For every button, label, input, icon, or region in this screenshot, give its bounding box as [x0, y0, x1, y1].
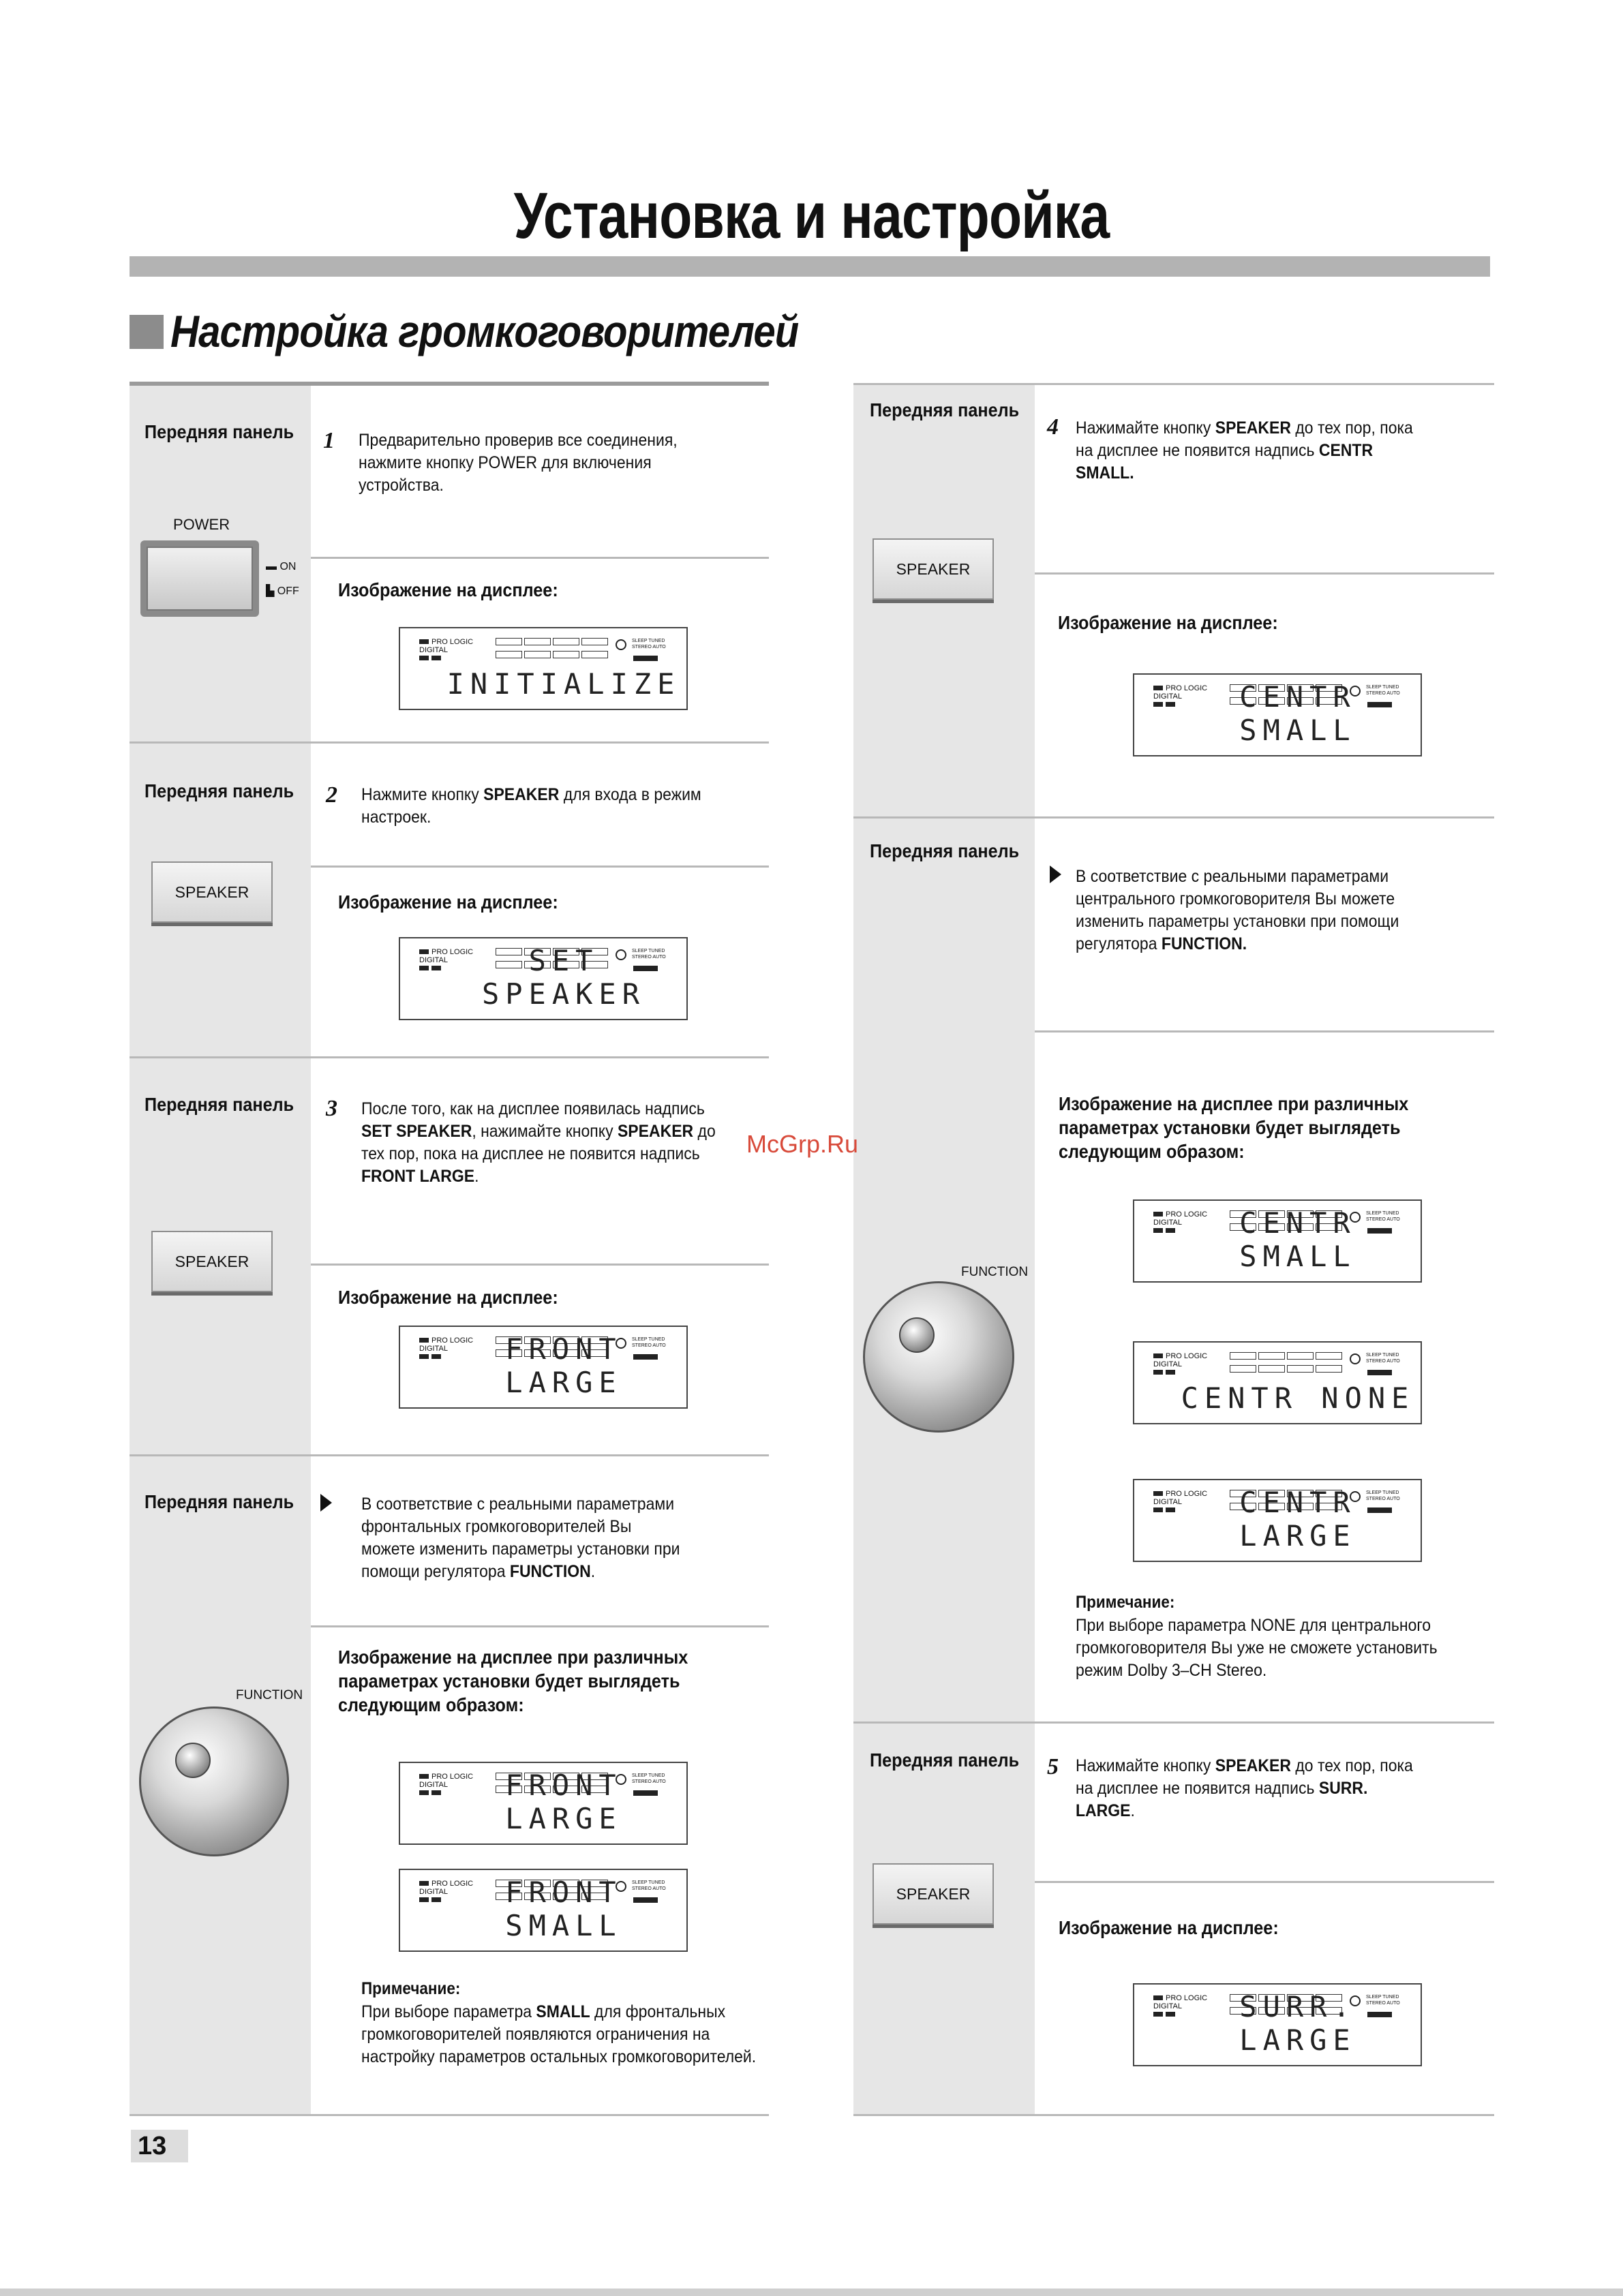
- title-underline: [130, 256, 1490, 277]
- page-number: 13: [131, 2130, 188, 2162]
- display-label: Изображение на дисплее:: [338, 579, 558, 600]
- lcd-text: INITIALIZE: [446, 667, 681, 701]
- clock-icon: [1350, 1353, 1361, 1364]
- bottom-rule: [0, 2289, 1623, 2296]
- step-number: 2: [326, 782, 337, 808]
- right-panel-column: [853, 384, 1035, 2114]
- step-text: Нажимайте кнопку SPEAKER до тех пор, пока на дисплее не появится надпись SURR. LARGE.: [1076, 1756, 1413, 1820]
- note-text: При выборе параметра NONE для центрального громкоговорителя Вы уже не сможете установить режим Dolby 3–CH Stereo.: [1076, 1616, 1438, 1680]
- lcd-text: FRONT LARGE: [505, 1769, 622, 1835]
- bullet-arrow-icon: [1050, 866, 1061, 883]
- step-text: Нажмите кнопку SPEAKER для входа в режим настроек.: [361, 785, 701, 827]
- display-label: Изображение на дисплее:: [1059, 1917, 1279, 1938]
- divider: [130, 1056, 769, 1058]
- speaker-button[interactable]: SPEAKER: [151, 861, 273, 923]
- step-number: 3: [326, 1096, 337, 1121]
- page-title: Установка и настройка: [513, 179, 1110, 252]
- step-text: После того, как на дисплее появилась надпись SET SPEAKER, нажимайте кнопку SPEAKER до тех пор, пока на дисплее не появится надпись FRONT LARGE.: [361, 1099, 716, 1186]
- speaker-button[interactable]: SPEAKER: [873, 1863, 994, 1925]
- divider: [130, 741, 769, 744]
- lcd-text: CENTR LARGE: [1239, 1486, 1356, 1552]
- front-panel-label: Передняя панель: [145, 780, 294, 801]
- function-label: FUNCTION: [236, 1688, 303, 1702]
- divider: [311, 1264, 769, 1266]
- display-label: Изображение на дисплее при различных параметрах установки будет выглядеть следующим образом:: [1059, 1093, 1409, 1162]
- function-label: FUNCTION: [961, 1265, 1029, 1279]
- note-title: Примечание:: [1076, 1593, 1175, 1612]
- lcd-display: PRO LOGIC DIGITAL SLEEP TUNED STEREO AUTO FRONT LARGE: [399, 1326, 688, 1409]
- front-panel-label: Передняя панель: [870, 1749, 1020, 1771]
- function-knob[interactable]: [139, 1706, 289, 1856]
- lcd-text: FRONT LARGE: [505, 1332, 622, 1399]
- display-label: Изображение на дисплее:: [338, 1287, 558, 1308]
- divider: [130, 1454, 769, 1456]
- on-indicator: ▬ ON: [266, 561, 297, 572]
- lcd-display: PRO LOGIC DIGITAL SLEEP TUNED STEREO AUTO INITIALIZE: [399, 627, 688, 710]
- front-panel-label: Передняя панель: [145, 421, 294, 442]
- divider: [1035, 572, 1494, 575]
- off-indicator: ▙ OFF: [266, 585, 299, 597]
- step-number: 5: [1047, 1754, 1059, 1779]
- front-panel-label: Передняя панель: [145, 1491, 294, 1512]
- note-text: При выборе параметра SMALL для фронтальных громкоговорителей появляются ограничения на настройку параметров остальных громкоговорителей.: [361, 2002, 757, 2066]
- divider: [1035, 1030, 1494, 1032]
- lcd-display: PRO LOGIC DIGITAL SLEEP TUNED STEREO AUTO FRONT SMALL: [399, 1869, 688, 1952]
- section-marker: [130, 315, 164, 349]
- lcd-display: PRO LOGIC DIGITAL SLEEP TUNED STEREO AUTO CENTR SMALL: [1133, 673, 1422, 756]
- divider: [853, 816, 1494, 818]
- step-text: Нажимайте кнопку SPEAKER до тех пор, пока на дисплее не появится надпись CENTR SMALL.: [1076, 418, 1413, 483]
- lcd-text: CENTR SMALL: [1239, 680, 1356, 747]
- clock-icon: [616, 639, 626, 650]
- front-panel-label: Передняя панель: [145, 1094, 294, 1115]
- display-label: Изображение на дисплее при различных параметрах установки будет выглядеть следующим образом:: [338, 1647, 688, 1715]
- divider: [130, 2114, 769, 2116]
- divider: [853, 2114, 1494, 2116]
- step-text: Предварительно проверив все соединения, нажмите кнопку POWER для включения устройства.: [359, 431, 678, 495]
- divider: [311, 557, 769, 559]
- lcd-display: PRO LOGIC DIGITAL SLEEP TUNED STEREO AUTO SURR. LARGE: [1133, 1983, 1422, 2066]
- speaker-button[interactable]: SPEAKER: [151, 1231, 273, 1292]
- divider: [853, 383, 1494, 385]
- function-knob[interactable]: [863, 1281, 1014, 1433]
- section-title: Настройка громкоговорителей: [170, 306, 799, 356]
- divider: [1035, 1881, 1494, 1883]
- step-number: 1: [323, 428, 335, 453]
- step-text: В соответствие с реальными параметрами центрального громкоговорителя Вы можете изменить параметры установки при помощи регулятора FUNCTION.: [1076, 867, 1399, 953]
- lcd-text: FRONT SMALL: [505, 1876, 622, 1942]
- front-panel-label: Передняя панель: [870, 399, 1020, 420]
- divider: [853, 1721, 1494, 1724]
- lcd-display: PRO LOGIC DIGITAL SLEEP TUNED STEREO AUTO FRONT LARGE: [399, 1762, 688, 1845]
- divider: [311, 866, 769, 868]
- step-text: В соответствие с реальными параметрами фронтальных громкоговорителей Вы можете изменить параметры установки при помощи регулятора FUNCTION.: [361, 1495, 680, 1581]
- lcd-display: PRO LOGIC DIGITAL SLEEP TUNED STEREO AUTO CENTR LARGE: [1133, 1479, 1422, 1562]
- lcd-text: CENTR NONE: [1181, 1381, 1415, 1415]
- lcd-display: PRO LOGIC DIGITAL SLEEP TUNED STEREO AUTO CENTR NONE: [1133, 1341, 1422, 1424]
- front-panel-label: Передняя панель: [870, 840, 1020, 861]
- power-button-frame: [140, 540, 259, 617]
- power-button[interactable]: [147, 547, 253, 611]
- note-title: Примечание:: [361, 1979, 461, 1998]
- display-label: Изображение на дисплее:: [338, 891, 558, 913]
- lcd-text: SET SPEAKER: [481, 944, 646, 1011]
- speaker-button[interactable]: SPEAKER: [873, 538, 994, 600]
- step-number: 4: [1047, 414, 1059, 440]
- watermark: McGrp.Ru: [746, 1130, 859, 1158]
- divider: [130, 382, 769, 386]
- lcd-text: SURR. LARGE: [1239, 1990, 1356, 2057]
- divider: [311, 1625, 769, 1627]
- lcd-display: PRO LOGIC DIGITAL SLEEP TUNED STEREO AUTO CENTR SMALL: [1133, 1199, 1422, 1283]
- bullet-arrow-icon: [320, 1494, 332, 1512]
- lcd-display: PRO LOGIC DIGITAL SLEEP TUNED STEREO AUTO SET SPEAKER: [399, 937, 688, 1020]
- lcd-text: CENTR SMALL: [1239, 1206, 1356, 1273]
- power-label: POWER: [173, 516, 230, 533]
- display-label: Изображение на дисплее:: [1058, 612, 1278, 633]
